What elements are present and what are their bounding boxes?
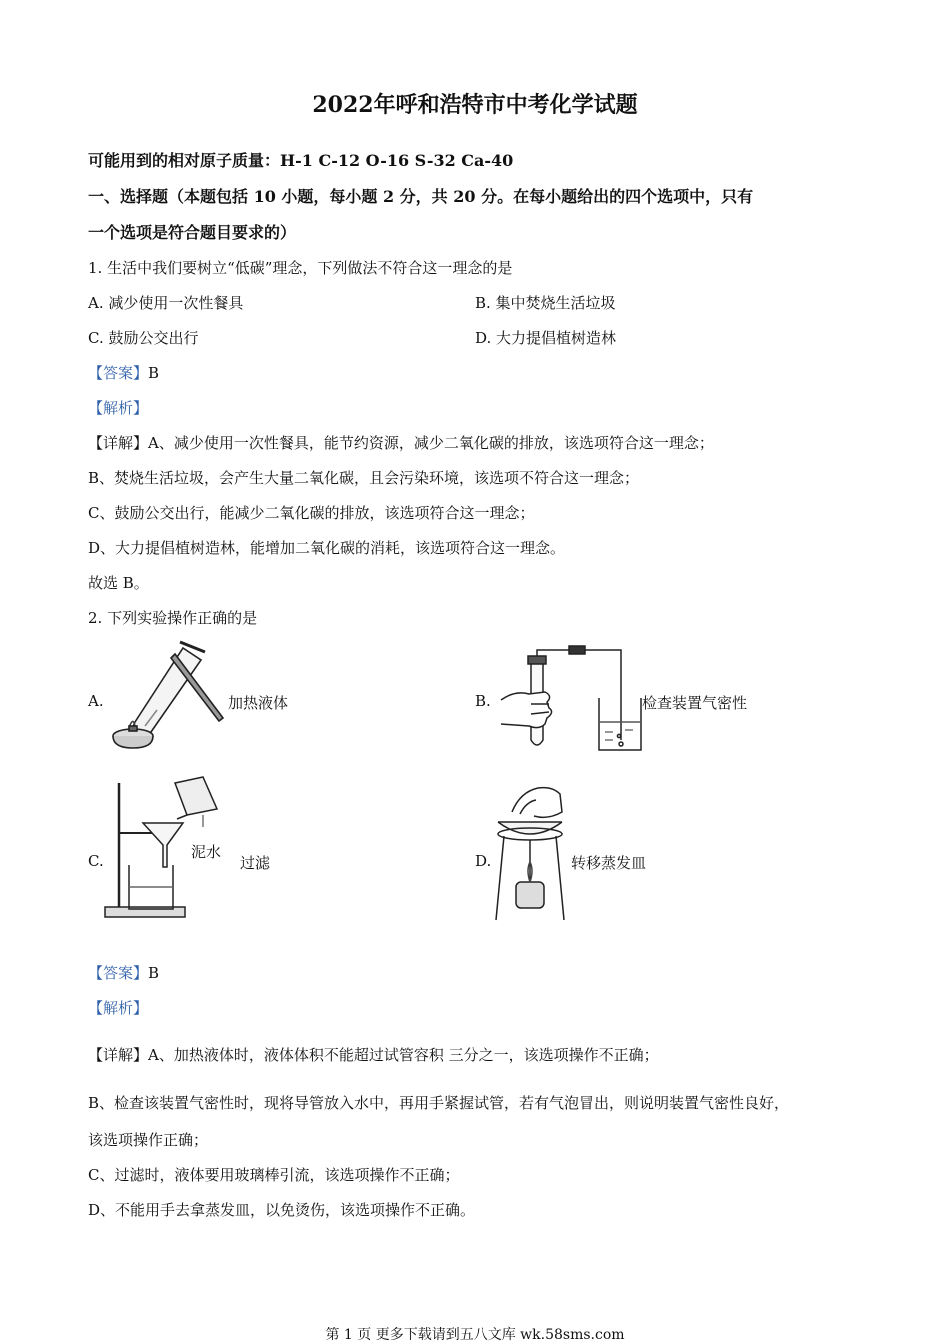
q2-stem: 2. 下列实验操作正确的是 — [88, 609, 258, 627]
q2-answer-tag: 【答案】 — [88, 964, 149, 982]
q2-detail-2: B、检查该装置气密性时，现将导管放入水中，再用手紧握试管，若有气泡冒出，则说明装置气密性良好， — [88, 1094, 790, 1112]
q2-option-d-caption: 转移蒸发皿 — [571, 854, 647, 872]
q2-detail-1: 【详解】A、加热液体时，液体体积不能超过试管容积 三分之一，该选项操作不正确； — [88, 1046, 659, 1064]
q1-answer-tag: 【答案】 — [88, 364, 149, 382]
page-footer: 第 1 页 更多下载请到五八文库 wk.58sms.com — [325, 1327, 625, 1343]
q1-stem: 1. 生活中我们要树立“低碳”理念，下列做法不符合这一理念的是 — [88, 259, 513, 277]
q1-option-a: A. 减少使用一次性餐具 — [88, 294, 244, 312]
filtration-figure — [103, 775, 228, 920]
q1-option-b: B. 集中焚烧生活垃圾 — [475, 294, 616, 312]
q2-option-b-caption: 检查装置气密性 — [642, 694, 748, 712]
q1-detail-5: 故选 B。 — [88, 574, 149, 592]
muddy-water-label: 泥水 — [191, 843, 222, 861]
q1-option-d: D. 大力提倡植树造林 — [475, 329, 617, 347]
q2-option-d-letter: D. — [475, 852, 492, 870]
section-heading-line1: 一、选择题（本题包括 10 小题，每小题 2 分，共 20 分。在每小题给出的四个选项中，只有 — [88, 187, 754, 206]
evaporating-dish-figure — [490, 782, 570, 922]
q2-option-c-letter: C. — [88, 852, 104, 870]
q2-option-c-caption: 过滤 — [240, 854, 271, 872]
heating-liquid-figure — [105, 640, 230, 750]
airtightness-figure — [495, 640, 645, 756]
q2-detail-4: C、过滤时，液体要用玻璃棒引流，该选项操作不正确； — [88, 1166, 460, 1184]
q1-answer — [88, 362, 159, 383]
q2-answer — [88, 962, 159, 983]
q1-answer-value: B — [148, 364, 160, 382]
q2-detail-5: D、不能用手去拿蒸发皿，以免烫伤，该选项操作不正确。 — [88, 1201, 476, 1219]
q2-detail-3: 该选项操作正确； — [88, 1131, 209, 1149]
q2-answer-value: B — [148, 964, 160, 982]
q1-detail-1: 【详解】A、减少使用一次性餐具，能节约资源，减少二氧化碳的排放，该选项符合这一理念； — [88, 434, 714, 452]
atomic-mass-line: 可能用到的相对原子质量：H-1 C-12 O-16 S-32 Ca-40 — [88, 151, 514, 170]
q1-option-c: C. 鼓励公交出行 — [88, 329, 199, 347]
q2-option-a-letter: A. — [88, 692, 104, 710]
page-title: 2022年呼和浩特市中考化学试题 — [312, 92, 638, 118]
q1-detail-2: B、焚烧生活垃圾，会产生大量二氧化碳，且会污染环境，该选项不符合这一理念； — [88, 469, 640, 487]
q2-analysis-tag: 【解析】 — [88, 999, 149, 1017]
section-heading-line2: 一个选项是符合题目要求的） — [88, 223, 297, 242]
q1-analysis-tag: 【解析】 — [88, 399, 149, 417]
q1-detail-4: D、大力提倡植树造林，能增加二氧化碳的消耗，该选项符合这一理念。 — [88, 539, 566, 557]
q1-detail-3: C、鼓励公交出行，能减少二氧化碳的排放，该选项符合这一理念； — [88, 504, 535, 522]
q2-option-b-letter: B. — [475, 692, 491, 710]
q2-option-a-caption: 加热液体 — [228, 694, 289, 712]
